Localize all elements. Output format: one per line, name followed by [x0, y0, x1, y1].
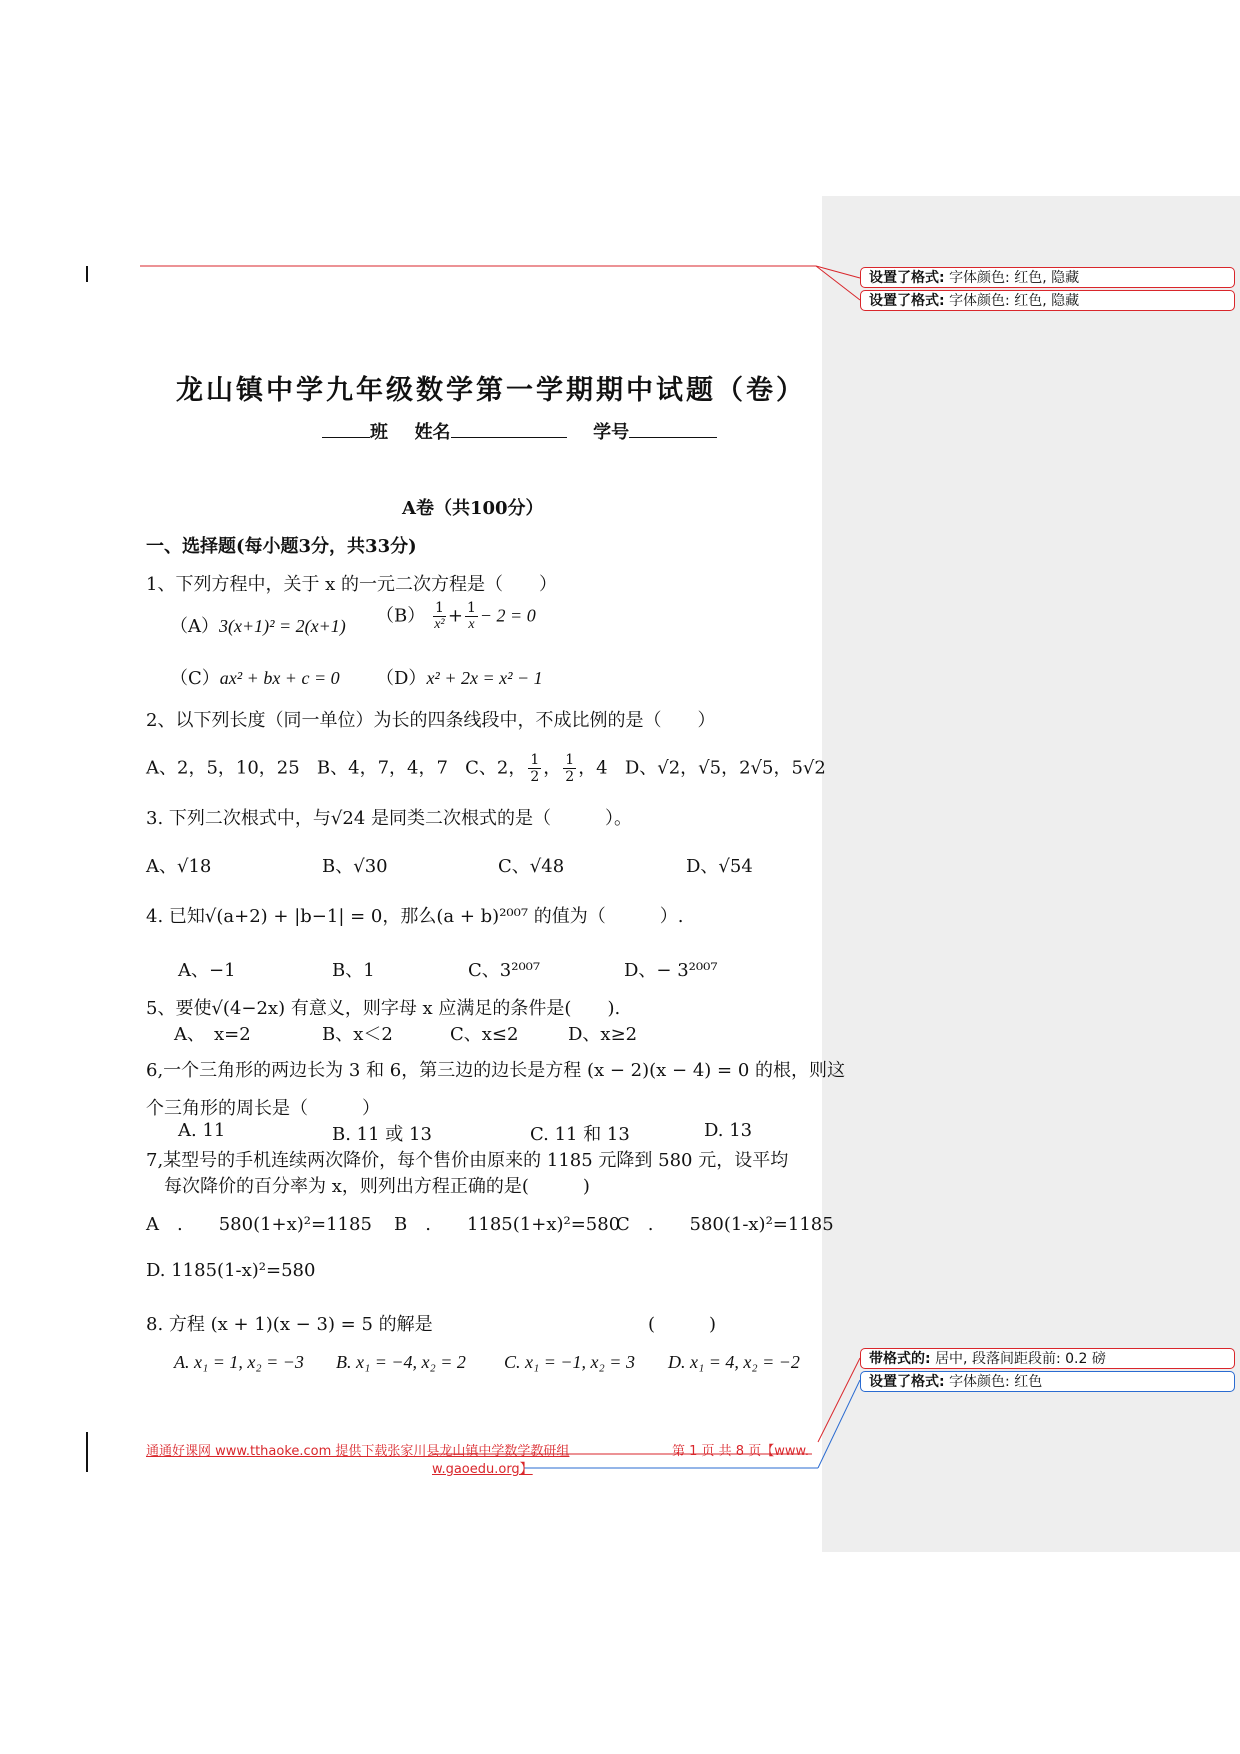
class-blank[interactable] — [322, 421, 370, 438]
q7-option-c: C . 580(1-x)²=1185 — [616, 1214, 834, 1235]
option-math: ax² + bx + c = 0 — [219, 668, 340, 688]
fraction: $\frac{1}{2}$ — [530, 752, 540, 785]
number-label: 学号 — [593, 422, 630, 443]
question-8-answer-paren: ( ) — [648, 1314, 717, 1335]
question-6-line-2: 个三角形的周长是（ ） — [146, 1098, 380, 1119]
q4-option-a: A、−1 — [178, 960, 236, 981]
q8-option-a: A. x₁ = 1, x₂ = −3 — [174, 1352, 304, 1372]
comment-label: 设置了格式: — [869, 293, 945, 309]
q5-option-a: A、 x=2 — [174, 1024, 251, 1045]
comment-text: 字体颜色: 红色 — [949, 1374, 1043, 1390]
option-math: x² + 2x = x² − 1 — [426, 668, 543, 688]
part-one-heading: 一、选择题(每小题3分，共33分) — [146, 536, 417, 557]
question-6-line-1: 6,一个三角形的两边长为 3 和 6，第三边的边长是方程 (x − 2)(x − 4) = 0 的根，则这 — [146, 1060, 846, 1081]
class-label: 班 — [370, 422, 388, 443]
option-label: （D） — [376, 668, 427, 689]
option-a: A、2，5，10，25 — [146, 757, 300, 779]
footer-source[interactable]: 通通好课网 www.tthaoke.com 提供下载张家川县龙山镇中学数学教研组 — [146, 1444, 570, 1459]
comment-balloon[interactable] — [860, 1371, 1235, 1392]
question-4: 4. 已知√(a+2) + |b−1| = 0，那么(a + b)²⁰⁰⁷ 的值为（ ）. — [146, 906, 684, 927]
q7-option-b: B . 1185(1+x)²=580 — [394, 1214, 621, 1235]
question-2: 2、以下列长度（同一单位）为长的四条线段中，不成比例的是（ ） — [146, 710, 716, 731]
q1-option-a — [170, 612, 346, 638]
q8-option-d: D. x₁ = 4, x₂ = −2 — [668, 1352, 800, 1372]
q1-option-b: （B） $\frac{1}{\text{x²}}$ + $\frac{1}{x}$ − 2 = 0 — [376, 600, 536, 632]
comment-label: 设置了格式: — [869, 1374, 945, 1390]
q8-option-c: C. x₁ = −1, x₂ = 3 — [504, 1352, 635, 1372]
q3-option-a: A、√18 — [146, 856, 212, 877]
q3-option-c: C、√48 — [498, 856, 565, 877]
option-b: B、4，7，4，7 — [316, 757, 448, 779]
fraction: $\frac{1}{x}$ — [466, 600, 476, 632]
comment-balloon[interactable] — [860, 1348, 1235, 1369]
q1-option-d — [376, 664, 543, 690]
q1-option-c — [170, 664, 340, 690]
comment-text: 字体颜色: 红色, 隐藏 — [949, 293, 1080, 309]
q6-option-c: C. 11 和 13 — [530, 1124, 630, 1145]
section-title: A卷（共100分） — [402, 498, 544, 519]
q7-option-a: A . 580(1+x)²=1185 — [146, 1214, 372, 1235]
cursor-bar-bottom — [86, 1432, 88, 1472]
q6-option-d: D. 13 — [704, 1120, 753, 1141]
comment-text: 字体颜色: 红色, 隐藏 — [949, 270, 1080, 286]
q4-option-d: D、− 3²⁰⁰⁷ — [624, 960, 718, 981]
question-1: 1、下列方程中，关于 x 的一元二次方程是（ ） — [146, 574, 558, 595]
name-blank[interactable] — [451, 421, 567, 438]
name-label: 姓名 — [414, 422, 451, 443]
option-label: （B） — [376, 605, 426, 627]
q4-option-b: B、1 — [332, 960, 375, 981]
q3-option-d: D、√54 — [686, 856, 753, 877]
comment-label: 带格式的: — [869, 1351, 931, 1367]
question-5: 5、要使√(4−2x) 有意义，则字母 x 应满足的条件是( ). — [146, 998, 621, 1019]
q3-option-b: B、√30 — [322, 856, 388, 877]
q6-option-b: B. 11 或 13 — [332, 1124, 432, 1145]
q5-option-b: B、x＜2 — [322, 1024, 393, 1045]
footer-page-number: 第 1 页 共 8 页【www. — [672, 1444, 810, 1459]
comment-balloon[interactable] — [860, 267, 1235, 288]
q7-option-d: D. 1185(1-x)²=580 — [146, 1260, 316, 1281]
question-7-line-2: 每次降价的百分率为 x，则列出方程正确的是( ) — [164, 1176, 590, 1197]
q8-option-b: B. x₁ = −4, x₂ = 2 — [336, 1352, 466, 1372]
option-label: （A） — [170, 616, 219, 637]
q2-options: A、2，5，10，25 B、4，7，4，7 C、2， $\frac{1}{2}$ ， $\frac{1}{2}$ ，4 D、√2，√5，2√5，5√2 — [146, 752, 826, 785]
option-c-tail: ，4 — [578, 757, 608, 779]
student-info-line — [322, 418, 717, 444]
comment-text: 居中, 段落间距段前: 0.2 磅 — [935, 1351, 1106, 1367]
question-7-line-1: 7,某型号的手机连续两次降价，每个售价由原来的 1185 元降到 580 元，设平均 — [146, 1150, 789, 1171]
q5-option-c: C、x≤2 — [450, 1024, 519, 1045]
q4-option-c: C、3²⁰⁰⁷ — [468, 960, 541, 981]
fraction: $\frac{1}{2}$ — [565, 752, 575, 785]
option-label: （C） — [170, 668, 220, 689]
option-math: 3(x+1)² = 2(x+1) — [219, 616, 346, 636]
comment-balloon[interactable] — [860, 290, 1235, 311]
question-3: 3. 下列二次根式中，与√24 是同类二次根式的是（ ）。 — [146, 808, 632, 829]
option-math: − 2 = 0 — [479, 605, 536, 626]
fraction: $\frac{1}{\text{x²}}$ — [434, 600, 445, 632]
option-c: C、2， — [465, 757, 527, 779]
footer-link[interactable]: w.gaoedu.org】 — [432, 1462, 533, 1477]
question-8: 8. 方程 (x + 1)(x − 3) = 5 的解是 — [146, 1314, 433, 1335]
number-blank[interactable] — [629, 421, 717, 438]
cursor-bar-top — [86, 266, 88, 282]
q5-option-d: D、x≥2 — [568, 1024, 638, 1045]
q6-option-a: A. 11 — [178, 1120, 226, 1141]
comment-label: 设置了格式: — [869, 270, 945, 286]
page-title: 龙山镇中学九年级数学第一学期期中试题（卷） — [176, 375, 806, 406]
option-d: D、√2，√5，2√5，5√2 — [624, 757, 826, 779]
